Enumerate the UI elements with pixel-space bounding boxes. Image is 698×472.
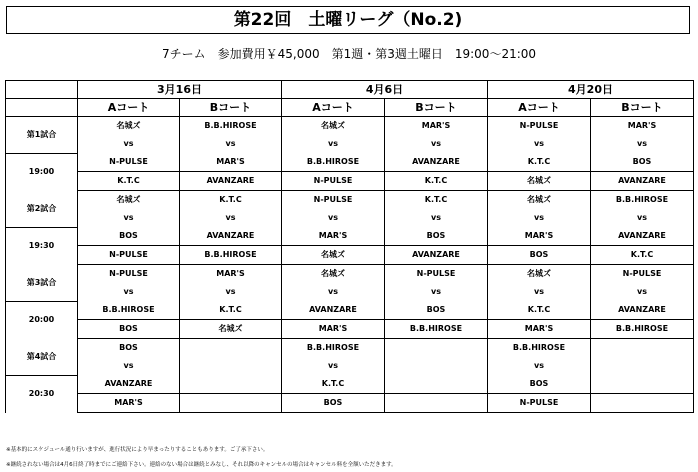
referee-team-cell (591, 394, 694, 413)
referee-team-cell: AVANZARE (385, 246, 488, 265)
vs-label: vs (78, 209, 180, 227)
home-team-cell: MAR'S (385, 117, 488, 136)
vs-label (180, 357, 282, 375)
referee-team-cell: N-PULSE (282, 172, 385, 191)
game-row (6, 394, 694, 413)
referee-team-cell: B.B.HIROSE (180, 246, 282, 265)
home-team-cell: N-PULSE (385, 265, 488, 284)
game-row (6, 172, 694, 191)
vs-label: vs (591, 209, 694, 227)
home-team-cell: MAR'S (591, 117, 694, 136)
game-row (6, 375, 694, 394)
home-team-cell: K.T.C (385, 191, 488, 210)
vs-label: vs (488, 209, 591, 227)
game-row (6, 301, 694, 320)
away-team-cell: AVANZARE (591, 301, 694, 320)
home-team-cell (591, 339, 694, 358)
game-row (6, 357, 694, 375)
game-row (6, 320, 694, 339)
referee-team-cell (180, 394, 282, 413)
court-a-header: Aコート (78, 99, 180, 117)
game-time: 20:00 (6, 301, 78, 339)
home-team-cell: 名城ズ (488, 191, 591, 210)
vs-label (385, 357, 488, 375)
vs-label: vs (180, 135, 282, 153)
vs-label: vs (282, 135, 385, 153)
home-team-cell: 名城ズ (78, 117, 180, 136)
away-team-cell: AVANZARE (180, 227, 282, 246)
referee-team-cell: MAR'S (78, 394, 180, 413)
away-team-cell: MAR'S (180, 153, 282, 172)
game-row (6, 339, 694, 358)
referee-team-cell: BOS (78, 320, 180, 339)
away-team-cell (591, 375, 694, 394)
referee-team-cell: N-PULSE (488, 394, 591, 413)
home-team-cell: K.T.C (180, 191, 282, 210)
referee-team-cell: AVANZARE (180, 172, 282, 191)
away-team-cell: BOS (591, 153, 694, 172)
vs-label: vs (78, 135, 180, 153)
vs-label: vs (591, 283, 694, 301)
home-team-cell: B.B.HIROSE (180, 117, 282, 136)
referee-team-cell: K.T.C (385, 172, 488, 191)
court-b-header: Bコート (591, 99, 694, 117)
game-row (6, 227, 694, 246)
referee-team-cell: BOS (282, 394, 385, 413)
vs-label: vs (180, 283, 282, 301)
home-team-cell: 名城ズ (78, 191, 180, 210)
away-team-cell: BOS (385, 227, 488, 246)
game-row (6, 191, 694, 210)
home-team-cell: N-PULSE (78, 265, 180, 284)
away-team-cell (180, 375, 282, 394)
court-b-header: Bコート (180, 99, 282, 117)
date-header: 3月16日 (78, 81, 282, 99)
vs-label: vs (385, 135, 488, 153)
home-team-cell: N-PULSE (282, 191, 385, 210)
date-header-row (6, 81, 694, 99)
footnote: ※継続されない場合は4月6日終了時までにご連絡下さい。連絡のない場合は継続とみなし、それ以降のキャンセルの場合はキャンセル料を全額いただきます。 (6, 462, 397, 468)
home-team-cell: 名城ズ (488, 265, 591, 284)
game-row (6, 153, 694, 172)
away-team-cell: K.T.C (282, 375, 385, 394)
referee-team-cell: K.T.C (591, 246, 694, 265)
away-team-cell: AVANZARE (591, 227, 694, 246)
game-time: 20:30 (6, 375, 78, 413)
away-team-cell: K.T.C (488, 301, 591, 320)
home-team-cell (385, 339, 488, 358)
vs-label: vs (282, 357, 385, 375)
home-team-cell: B.B.HIROSE (488, 339, 591, 358)
footnote: ※基本的にスケジュール通り行いますが、進行状況により早まったりすることもあります。ご了承下さい。 (6, 447, 269, 453)
home-team-cell: 名城ズ (282, 117, 385, 136)
vs-label: vs (282, 209, 385, 227)
game-row (6, 265, 694, 284)
schedule-table (5, 80, 694, 413)
away-team-cell: K.T.C (180, 301, 282, 320)
referee-team-cell: N-PULSE (78, 246, 180, 265)
page-title: 第22回 土曜リーグ（No.2) (6, 6, 690, 34)
home-team-cell: 名城ズ (282, 265, 385, 284)
away-team-cell: BOS (78, 227, 180, 246)
game-row (6, 283, 694, 301)
court-b-header: Bコート (385, 99, 488, 117)
subtitle: 7チーム 参加費用￥45,000 第1週・第3週土曜日 19:00～21:00 (161, 47, 537, 61)
vs-label: vs (488, 283, 591, 301)
vs-label: vs (591, 135, 694, 153)
referee-team-cell: 名城ズ (282, 246, 385, 265)
game-label: 第3試合 (6, 265, 78, 302)
vs-label: vs (282, 283, 385, 301)
away-team-cell: MAR'S (488, 227, 591, 246)
game-row (6, 209, 694, 227)
game-label: 第1試合 (6, 117, 78, 154)
game-label: 第4試合 (6, 339, 78, 376)
away-team-cell: K.T.C (488, 153, 591, 172)
game-row (6, 117, 694, 136)
home-team-cell: B.B.HIROSE (282, 339, 385, 358)
date-header: 4月6日 (282, 81, 488, 99)
away-team-cell: N-PULSE (78, 153, 180, 172)
court-header-row (6, 99, 694, 117)
home-team-cell: N-PULSE (488, 117, 591, 136)
home-team-cell: B.B.HIROSE (591, 191, 694, 210)
vs-label: vs (385, 283, 488, 301)
referee-team-cell: 名城ズ (488, 172, 591, 191)
vs-label: vs (180, 209, 282, 227)
home-team-cell: MAR'S (180, 265, 282, 284)
referee-team-cell: K.T.C (78, 172, 180, 191)
game-label: 第2試合 (6, 191, 78, 228)
vs-label: vs (488, 135, 591, 153)
referee-team-cell: 名城ズ (180, 320, 282, 339)
away-team-cell: BOS (488, 375, 591, 394)
corner-cell (6, 81, 78, 99)
away-team-cell: AVANZARE (78, 375, 180, 394)
referee-team-cell: BOS (488, 246, 591, 265)
vs-label: vs (78, 357, 180, 375)
away-team-cell: AVANZARE (385, 153, 488, 172)
referee-team-cell: MAR'S (488, 320, 591, 339)
away-team-cell: AVANZARE (282, 301, 385, 320)
vs-label: vs (488, 357, 591, 375)
away-team-cell (385, 375, 488, 394)
away-team-cell: BOS (385, 301, 488, 320)
away-team-cell: B.B.HIROSE (282, 153, 385, 172)
game-time: 19:00 (6, 153, 78, 191)
corner-cell (6, 99, 78, 117)
vs-label (591, 357, 694, 375)
referee-team-cell: MAR'S (282, 320, 385, 339)
date-header: 4月20日 (488, 81, 694, 99)
game-row (6, 246, 694, 265)
away-team-cell: MAR'S (282, 227, 385, 246)
home-team-cell: BOS (78, 339, 180, 358)
game-row (6, 135, 694, 153)
away-team-cell: B.B.HIROSE (78, 301, 180, 320)
referee-team-cell (385, 394, 488, 413)
game-time: 19:30 (6, 227, 78, 265)
vs-label: vs (385, 209, 488, 227)
court-a-header: Aコート (282, 99, 385, 117)
vs-label: vs (78, 283, 180, 301)
referee-team-cell: B.B.HIROSE (385, 320, 488, 339)
home-team-cell (180, 339, 282, 358)
referee-team-cell: AVANZARE (591, 172, 694, 191)
court-a-header: Aコート (488, 99, 591, 117)
home-team-cell: N-PULSE (591, 265, 694, 284)
referee-team-cell: B.B.HIROSE (591, 320, 694, 339)
